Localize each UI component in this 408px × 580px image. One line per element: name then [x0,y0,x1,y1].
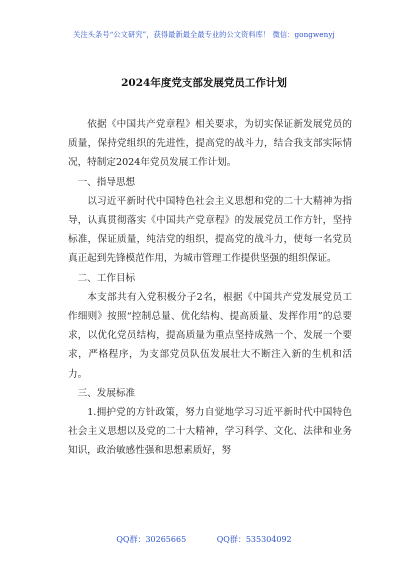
standards-paragraph: 1.拥护党的方针政策，努力自觉地学习习近平新时代中国特色社会主义思想以及党的二十大精神，学习科学、文化、法律和业务知识，政治敏感性强和思想素质好，努 [68,407,352,457]
intro-paragraph: 依据《中国共产党章程》相关要求，为切实保证新发展党员的质量，保持党组织的先进性，提高党的战斗力，结合我支部实际情况，特制定2024年党员发展工作计划。 [68,119,352,169]
guiding-thought-paragraph: 以习近平新时代中国特色社会主义思想和党的二十大精神为指导，认真贯彻落实《中国共产党章程》的发展党员工作方针，坚持标准，保证质量，纯洁党的组织，提高党的战斗力，使每一名党员真正起到先锋模范作用，为城市管理工作提供坚强的组织保证。 [68,195,352,265]
footer-qq-group-1: QQ群：30265665 [116,535,187,544]
section-heading-standards: 三、发展标准 [77,387,136,399]
footer-contact [0,534,408,545]
section-heading-work-goals: 二、工作目标 [77,272,136,284]
document-body [68,115,352,461]
work-goals-paragraph: 本支部共有入党积极分子2名，根据《中国共产党发展党员工作细则》按照“控制总量、优化结构、提高质量、发挥作用”的总要求，以优化党员结构，提高质量为重点坚持成熟一个、发展一个要求，严格程序，为支部党员队伍发展壮大不断注入新的生机和活力。 [68,291,352,380]
document-title: 2024年度党支部发展党员工作计划 [121,77,287,89]
footer-qq-group-2: QQ群：535304092 [216,535,292,544]
section-heading-guiding-thought: 一、指导思想 [77,176,136,188]
header-promo-note: 关注头条号“公文研究”，获得最新最全最专业的公文资料库！ 微信：gongwenyj [73,30,335,39]
